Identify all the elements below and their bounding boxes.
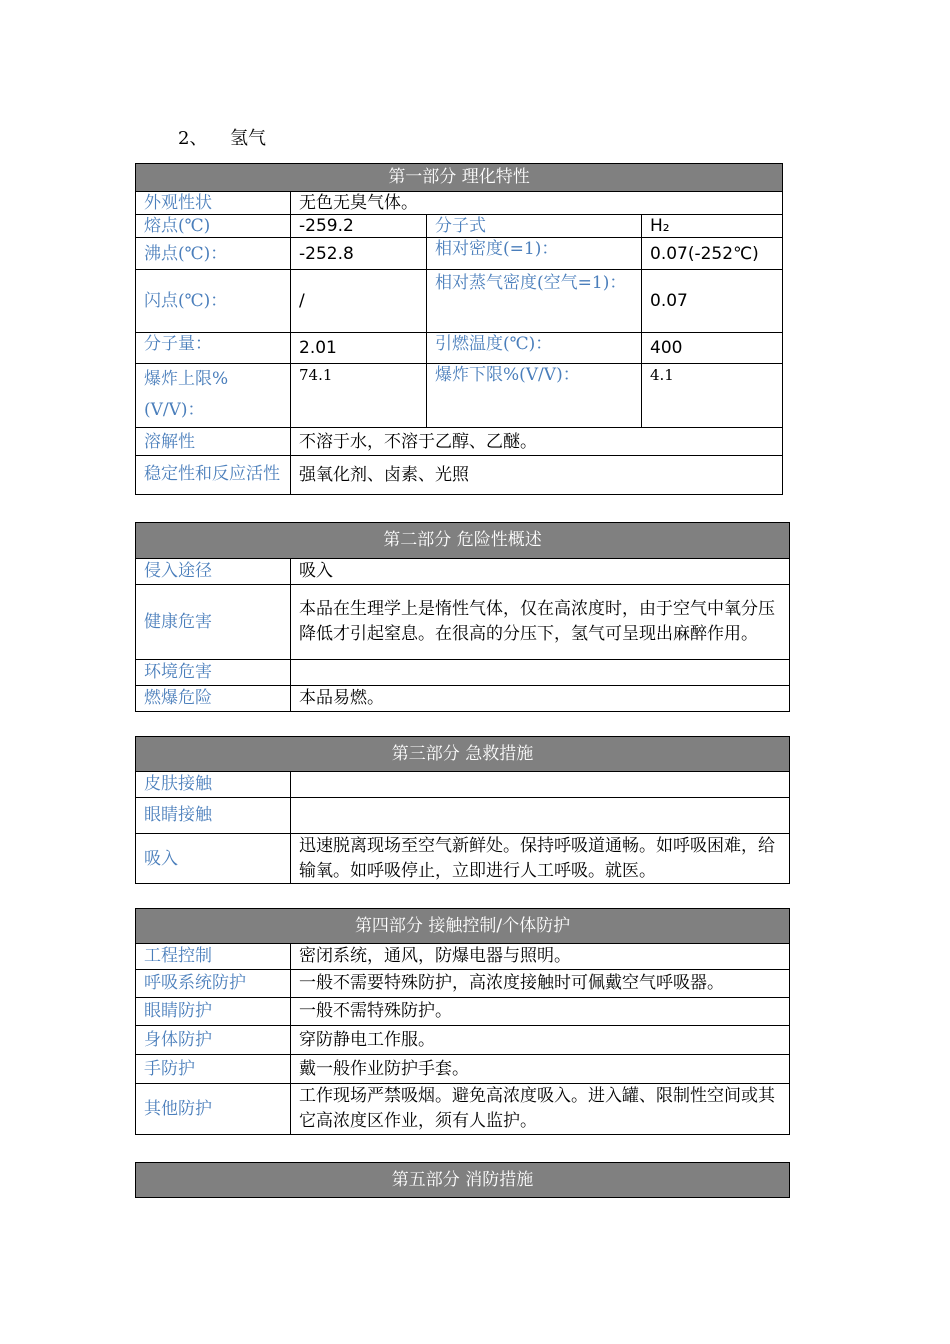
vapor-density-label: 相对蒸气密度(空气=1)：: [427, 270, 642, 333]
section-heading: [178, 124, 266, 150]
fire-hazard-value: 本品易燃。: [291, 686, 790, 712]
skin-contact-label: 皮肤接触: [136, 772, 291, 798]
skin-contact-value: [291, 772, 790, 798]
env-hazard-value: [291, 660, 790, 686]
stability-value: 强氧化剂、卤素、光照: [291, 456, 783, 495]
part4-title: 第四部分 接触控制/个体防护: [136, 909, 790, 944]
fire-hazard-label: 燃爆危险: [136, 686, 291, 712]
inhalation-label: 吸入: [136, 834, 291, 884]
table-part3-first-aid: [135, 736, 790, 884]
respiratory-protection-label: 呼吸系统防护: [136, 970, 291, 998]
other-protection-value: 工作现场严禁吸烟。避免高浓度吸入。进入罐、限制性空间或其它高浓度区作业，须有人监护。: [291, 1084, 790, 1135]
hand-protection-value: 戴一般作业防护手套。: [291, 1055, 790, 1084]
ignition-label: 引燃温度(℃)：: [427, 333, 642, 364]
density-label: 相对密度(=1)：: [427, 238, 642, 270]
respiratory-protection-value: 一般不需要特殊防护，高浓度接触时可佩戴空气呼吸器。: [291, 970, 790, 998]
body-protection-label: 身体防护: [136, 1026, 291, 1055]
upper-limit-value: 74.1: [291, 364, 427, 428]
eye-protection-value: 一般不需特殊防护。: [291, 998, 790, 1026]
health-hazard-value: 本品在生理学上是惰性气体，仅在高浓度时，由于空气中氧分压降低才引起窒息。在很高的分压下，氢气可呈现出麻醉作用。: [291, 585, 790, 660]
part1-title: 第一部分 理化特性: [136, 164, 783, 192]
route-value: 吸入: [291, 559, 790, 585]
body-protection-value: 穿防静电工作服。: [291, 1026, 790, 1055]
mol-weight-value: 2.01: [291, 333, 427, 364]
flash-value: /: [291, 270, 427, 333]
solubility-label: 溶解性: [136, 428, 291, 456]
part5-title: 第五部分 消防措施: [136, 1163, 790, 1198]
hand-protection-label: 手防护: [136, 1055, 291, 1084]
eye-contact-label: 眼睛接触: [136, 798, 291, 834]
table-part5-firefighting: [135, 1162, 790, 1198]
lower-limit-label: 爆炸下限%(V/V)：: [427, 364, 642, 428]
table-part4-protection: [135, 908, 790, 1135]
part3-title: 第三部分 急救措施: [136, 737, 790, 772]
engineering-control-value: 密闭系统，通风，防爆电器与照明。: [291, 944, 790, 970]
formula-value: H₂: [642, 215, 783, 238]
flash-label: 闪点(℃)：: [136, 270, 291, 333]
vapor-density-value: 0.07: [642, 270, 783, 333]
density-value: 0.07(-252℃): [642, 238, 783, 270]
health-hazard-label: 健康危害: [136, 585, 291, 660]
other-protection-label: 其他防护: [136, 1084, 291, 1135]
table-part2-hazards: [135, 522, 790, 712]
boiling-value: -252.8: [291, 238, 427, 270]
appearance-label: 外观性状: [136, 192, 291, 215]
formula-label: 分子式: [427, 215, 642, 238]
env-hazard-label: 环境危害: [136, 660, 291, 686]
melting-label: 熔点(℃): [136, 215, 291, 238]
route-label: 侵入途径: [136, 559, 291, 585]
mol-weight-label: 分子量：: [136, 333, 291, 364]
solubility-value: 不溶于水，不溶于乙醇、乙醚。: [291, 428, 783, 456]
appearance-value: 无色无臭气体。: [291, 192, 783, 215]
melting-value: -259.2: [291, 215, 427, 238]
inhalation-value: 迅速脱离现场至空气新鲜处。保持呼吸道通畅。如呼吸困难，给输氧。如呼吸停止，立即进行人工呼吸。就医。: [291, 834, 790, 884]
part2-title: 第二部分 危险性概述: [136, 523, 790, 559]
table-part1-properties: [135, 163, 783, 495]
heading-number: 2、: [178, 128, 208, 149]
upper-limit-label: 爆炸上限%(V/V)：: [136, 364, 291, 428]
engineering-control-label: 工程控制: [136, 944, 291, 970]
lower-limit-value: 4.1: [642, 364, 783, 428]
ignition-value: 400: [642, 333, 783, 364]
stability-label: 稳定性和反应活性: [136, 456, 291, 495]
boiling-label: 沸点(℃)：: [136, 238, 291, 270]
eye-contact-value: [291, 798, 790, 834]
eye-protection-label: 眼睛防护: [136, 998, 291, 1026]
heading-name: 氢气: [230, 128, 266, 149]
